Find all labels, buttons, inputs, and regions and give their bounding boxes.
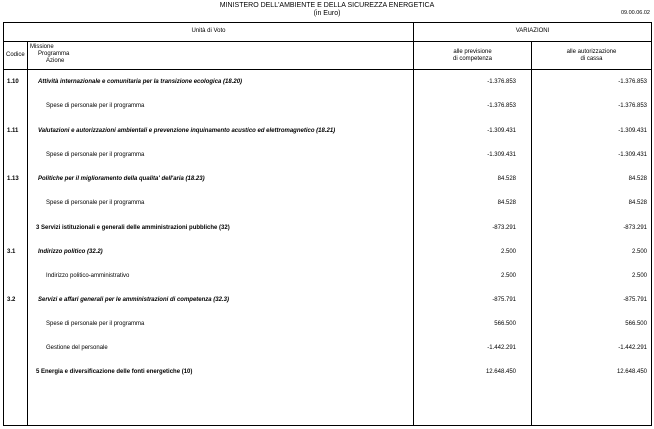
row-competenza: 84.528 <box>497 176 516 182</box>
row-cassa: 84.528 <box>628 176 647 182</box>
row-cassa: 566.500 <box>625 321 647 327</box>
cassa-header-line2: di cassa <box>580 56 603 62</box>
row-label: Indirizzo politico-amministrativo <box>46 273 130 279</box>
programma-header: Programma <box>38 51 70 57</box>
row-competenza: 84.528 <box>497 200 516 206</box>
row-competenza: -1.442.291 <box>487 345 516 351</box>
row-competenza: 2.500 <box>500 249 516 255</box>
competenza-header-line2: di competenza <box>452 56 493 62</box>
row-code: 1.10 <box>7 79 19 85</box>
row-cassa: -873.291 <box>623 225 647 231</box>
row-label: Valutazioni e autorizzazioni ambientali e prevenzione inquinamento acustico ed elettromagnetico (18.21) <box>38 128 336 134</box>
row-label: Spese di personale per il programma <box>46 152 145 158</box>
row-label: Spese di personale per il programma <box>46 321 145 327</box>
header-divider-1 <box>4 41 651 42</box>
row-label: Gestione del personale <box>46 345 108 351</box>
row-competenza: -1.376.853 <box>487 79 516 85</box>
row-cassa: 2.500 <box>631 249 647 255</box>
row-competenza: -1.309.431 <box>487 128 516 134</box>
unita-di-voto-header: Unità di Voto <box>191 28 226 34</box>
row-cassa: 2.500 <box>631 273 647 279</box>
row-label: Spese di personale per il programma <box>46 103 145 109</box>
row-code: 1.11 <box>7 128 19 134</box>
row-label: Spese di personale per il programma <box>46 200 145 206</box>
variations-table <box>3 22 652 426</box>
row-competenza: 12.648.450 <box>485 369 516 375</box>
row-code: 3.2 <box>7 297 16 303</box>
row-label: Attività internazionale e comunitaria per la transizione ecologica (18.20) <box>38 79 243 85</box>
row-cassa: -875.791 <box>623 297 647 303</box>
divider-cassa <box>531 41 532 425</box>
row-label: Servizi e affari generali per le amministrazioni di competenza (32.3) <box>38 297 229 303</box>
row-cassa: 12.648.450 <box>616 369 647 375</box>
codice-header: Codice <box>6 52 25 58</box>
azione-header: Azione <box>46 58 65 64</box>
row-competenza: 566.500 <box>494 321 516 327</box>
row-cassa: -1.376.853 <box>618 103 647 109</box>
currency-unit: (in Euro) <box>313 10 341 17</box>
row-competenza: -873.291 <box>492 225 516 231</box>
row-code: 1.13 <box>7 176 19 182</box>
divider-codice <box>27 41 28 425</box>
competenza-header-line1: alle previsione <box>453 49 492 55</box>
row-label: 5 Energia e diversificazione delle fonti energetiche (10) <box>36 369 193 375</box>
row-code: 3.1 <box>7 249 16 255</box>
row-cassa: -1.376.853 <box>618 79 647 85</box>
row-competenza: -1.309.431 <box>487 152 516 158</box>
document-code: 09.00.06.02 <box>620 10 650 16</box>
row-label: Politiche per il miglioramento della qualita' dell'aria (18.23) <box>38 176 205 182</box>
row-cassa: 84.528 <box>628 200 647 206</box>
divider-variazioni <box>413 23 414 425</box>
cassa-header-line1: alle autorizzazione <box>566 49 617 55</box>
row-cassa: -1.442.291 <box>618 345 647 351</box>
row-cassa: -1.309.431 <box>618 128 647 134</box>
row-competenza: 2.500 <box>500 273 516 279</box>
row-label: Indirizzo politico (32.2) <box>38 249 103 255</box>
ministry-title: MINISTERO DELL'AMBIENTE E DELLA SICUREZZA ENERGETICA <box>219 2 435 9</box>
row-label: 3 Servizi istituzionali e generali delle amministrazioni pubbliche (32) <box>36 225 230 231</box>
row-competenza: -1.376.853 <box>487 103 516 109</box>
missione-header: Missione <box>30 44 54 50</box>
row-cassa: -1.309.431 <box>618 152 647 158</box>
header-divider-2 <box>4 69 651 70</box>
variazioni-header: VARIAZIONI <box>515 28 550 34</box>
row-competenza: -875.791 <box>492 297 516 303</box>
